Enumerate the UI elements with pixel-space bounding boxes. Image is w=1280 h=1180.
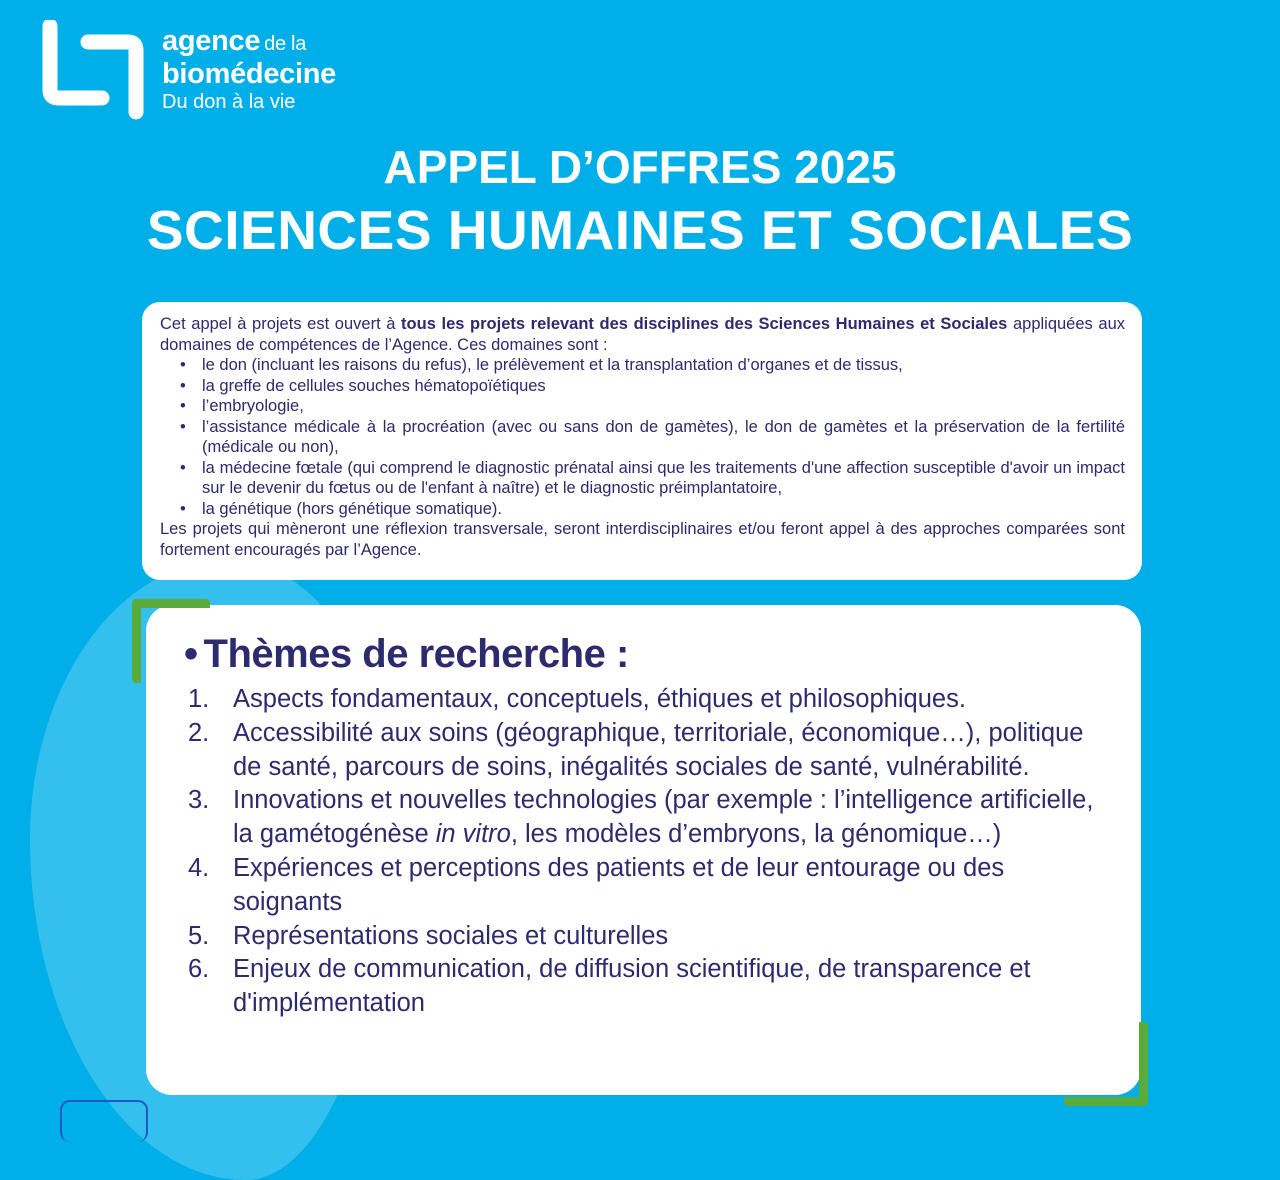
theme-number: 6. <box>188 955 210 984</box>
theme-number: 2. <box>188 718 210 747</box>
logo-wordmark <box>162 26 336 115</box>
theme-item <box>188 784 1118 852</box>
theme-text: Représentations sociales et culturelles <box>233 921 669 950</box>
domain-item: • le don (incluant les raisons du refus), le prélèvement et la transplantation d’organes et de tissus, <box>202 355 1125 376</box>
theme-item <box>188 852 1118 920</box>
theme-item <box>188 717 1118 785</box>
theme-text-after: , les modèles d’embryons, la génomique…) <box>510 820 1002 849</box>
theme-text: Expériences et perceptions des patients et de leur entourage ou des soignants <box>233 853 1005 916</box>
page-title-line2: SCIENCES HUMAINES ET SOCIALES <box>146 199 1134 261</box>
bullet-icon: • <box>184 632 198 676</box>
theme-text: Enjeux de communication, de diffusion scientifique, de transparence et d'implémentation <box>233 955 1031 1018</box>
logo-mark-icon <box>42 20 152 120</box>
theme-item <box>188 920 1118 954</box>
background-outline-shape <box>60 1100 148 1142</box>
intro-panel <box>142 302 1142 580</box>
themes-heading-text: Thèmes de recherche : <box>203 632 629 676</box>
domain-item: • la greffe de cellules souches hématopoïétiques <box>202 376 1125 397</box>
logo-word-de-la: de la <box>264 33 307 55</box>
intro-closing: Les projets qui mèneront une réflexion transversale, seront interdisciplinaires et/ou feront appel à des approches comparées sont fortement encouragés par l’Agence. <box>160 520 1125 559</box>
domain-item: • l’assistance médicale à la procréation (avec ou sans don de gamètes), le don de gamètes et la préservation de la fertilité (médicale ou non), <box>202 417 1125 458</box>
themes-heading <box>184 632 629 677</box>
theme-text: Aspects fondamentaux, conceptuels, éthiques et philosophiques. <box>233 685 966 713</box>
domain-item: • la génétique (hors génétique somatique). <box>202 499 1125 520</box>
intro-lead-bold: tous les projets relevant des disciplines des Sciences Humaines et Sociales <box>401 315 1008 333</box>
agency-logo <box>42 20 372 130</box>
intro-lead-end: appliquées aux domaines de compétences de l’Agence. Ces domaines sont : <box>160 315 1125 354</box>
logo-word-biomedecine: biomédecine <box>162 58 336 90</box>
intro-lead <box>160 314 1125 355</box>
theme-number: 5. <box>188 921 210 950</box>
theme-text-before: Innovations et nouvelles technologies (par exemple : l’intelligence artificielle, la gamétogénèse <box>233 786 1094 849</box>
domain-item: • la médecine fœtale (qui comprend le diagnostic prénatal ainsi que les traitements d'une affection susceptible d'avoir un impact sur le devenir du fœtus ou de l'enfant à naître) et le diagnostic préimplantatoire, <box>202 458 1125 499</box>
domain-list <box>160 355 1125 519</box>
intro-lead-start: Cet appel à projets est ouvert à <box>160 315 402 333</box>
page-title-line1: APPEL D’OFFRES 2025 <box>383 141 897 193</box>
logo-word-agence: agence <box>162 25 261 57</box>
intro-text <box>160 314 1125 560</box>
theme-number: 1. <box>188 685 210 713</box>
domain-item: • l’embryologie, <box>202 396 1125 417</box>
corner-bracket-bottom-right <box>1064 1022 1148 1106</box>
theme-number: 4. <box>188 853 210 882</box>
theme-number: 3. <box>188 786 210 815</box>
theme-text-italic: in vitro <box>435 820 511 849</box>
theme-text: Accessibilité aux soins (géographique, territoriale, économique…), politique de santé, parcours de soins, inégalités sociales de santé, vulnérabilité. <box>233 718 1084 781</box>
theme-item <box>188 683 1118 717</box>
theme-item <box>188 953 1118 1021</box>
themes-list <box>188 683 1118 1021</box>
logo-tagline: Du don à la vie <box>162 91 296 113</box>
